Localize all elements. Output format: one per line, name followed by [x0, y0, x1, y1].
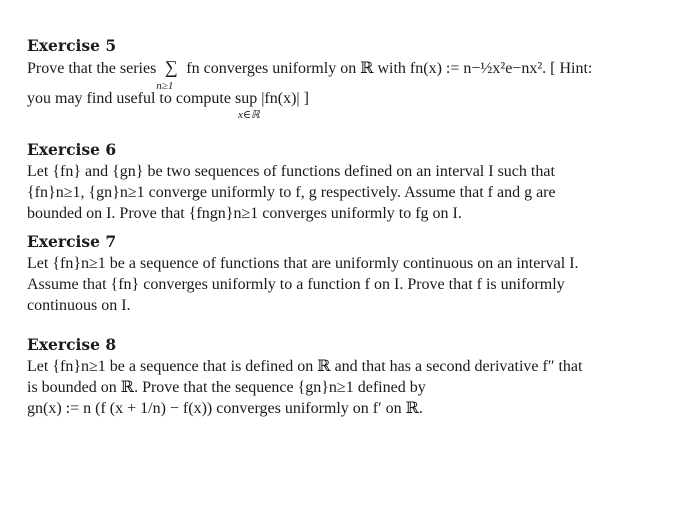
exercise-8-line-1: Let {fn}n≥1 be a sequence that is defined on ℝ and that has a second derivative f″ that — [27, 358, 583, 375]
exercise-5-title: Exercise 5 — [27, 36, 117, 55]
exercise-sheet — [27, 36, 682, 435]
exercise-5-line-1-start: Prove that the series — [27, 60, 157, 77]
sup-word: sup — [234, 90, 258, 107]
exercise-7-line-3: continuous on I. — [27, 297, 131, 314]
exercise-8 — [27, 335, 682, 435]
summation-symbol — [156, 57, 182, 92]
exercise-7-line-1: Let {fn}n≥1 be a sequence of functions that are uniformly continuous on an interval I. — [27, 255, 579, 272]
sum-sign: ∑ — [164, 57, 178, 77]
exercise-8-title: Exercise 8 — [27, 335, 117, 354]
exercise-5-line-1-end: fn converges uniformly on ℝ with fn(x) := n−½x²e−nx². [ Hint: — [186, 60, 593, 77]
exercise-7-title: Exercise 7 — [27, 232, 117, 251]
exercise-5-line-1 — [27, 57, 682, 92]
sup-index: x∈ℝ — [237, 109, 260, 121]
exercise-7-line-2: Assume that {fn} converges uniformly to a function f on I. Prove that f is uniformly — [27, 276, 565, 293]
exercise-5-line-2 — [27, 88, 682, 121]
exercise-8-line-3: gn(x) := n (f (x + 1/n) − f(x)) converges uniformly on f′ on ℝ. — [27, 400, 423, 417]
exercise-6-title: Exercise 6 — [27, 140, 117, 159]
exercise-6-line-3: bounded on I. Prove that {fngn}n≥1 converges uniformly to fg on I. — [27, 205, 462, 222]
exercise-5 — [27, 36, 682, 140]
exercise-6 — [27, 140, 682, 232]
exercise-8-line-2: is bounded on ℝ. Prove that the sequence {gn}n≥1 defined by — [27, 379, 426, 396]
exercise-5-line-2-end: |fn(x)| ] — [261, 90, 309, 107]
sum-index: n≥1 — [156, 80, 174, 92]
exercise-7 — [27, 232, 682, 335]
supremum-symbol — [234, 88, 260, 121]
exercise-5-line-2-start: you may find useful to compute — [27, 90, 235, 107]
exercise-6-line-1: Let {fn} and {gn} be two sequences of functions defined on an interval I such that — [27, 163, 555, 180]
exercise-6-line-2: {fn}n≥1, {gn}n≥1 converge uniformly to f, g respectively. Assume that f and g are — [27, 184, 556, 201]
